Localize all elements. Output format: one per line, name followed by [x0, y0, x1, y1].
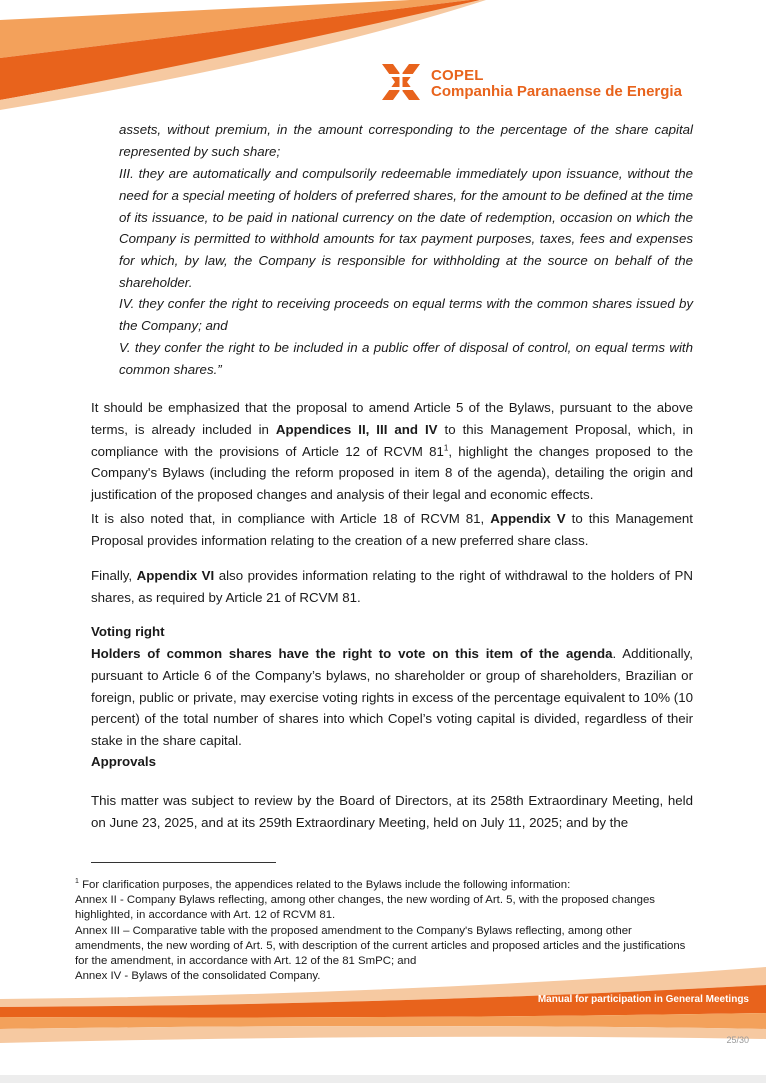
paragraph-approvals: This matter was subject to review by the Board of Directors, at its 258th Extraordinary Meeting, held on June 23, 2025, and at its 259th Extraordinary Meeting, held on July 11, 2025; and by the	[91, 793, 693, 830]
footnote-annex-iv: Annex IV - Bylaws of the consolidated Company.	[75, 970, 321, 983]
quote-paragraph-4: V. they confer the right to be included in a public offer of disposal of control, on equal terms with common shares.”	[119, 340, 693, 377]
company-logo	[380, 62, 690, 102]
appendices-emphasis: Appendices II, III and IV	[275, 421, 438, 437]
appendix-vi-emphasis: Appendix VI	[136, 568, 215, 583]
paragraph-article5-amendment: It should be emphasized that the proposal to amend Article 5 of the Bylaws, pursuant to the above terms, is already included in Appendices II, III and IV to this Management Proposal, which, in compliance with the provisions of Article 12 of RCVM $81^1$, highlight the changes proposed to the Company's Bylaws (including the reform proposed in item 8 of the agenda), detailing the origin and justification of the proposed changes and analysis of their legal and economic effects.	[91, 400, 693, 503]
quote-paragraph-2: III. they are automatically and compulsorily redeemable immediately upon issuance, without the need for a special meeting of holders of preferred shares, for the amount to be defined at the time of its issuance, to be paid in national currency on the date of redemption, occasion on which the Company is permitted to withhold amounts for tax payment purposes, taxes, fees and expenses for which, by law, the Company is responsible for withholding at the source on behalf of the shareholder.	[119, 166, 693, 290]
voting-right-heading: Voting right	[91, 624, 165, 639]
footnote-annex-ii: Annex II - Company Bylaws reflecting, among other changes, the new wording of Art. 5, with the proposed changes highlighted, in accordance with Art. 12 of RCVM 81.	[75, 894, 655, 922]
logo-company-short: COPEL	[431, 67, 484, 84]
quote-paragraph-1: assets, without premium, in the amount corresponding to the percentage of the share capital represented by such share;	[119, 122, 693, 159]
footnote: $^1$ For clarification purposes, the appendices related to the Bylaws include the following information: Annex II - Company Bylaws reflecting, among other changes, the new wording of Art. 5, with the proposed changes highlighted, in accordance with Art. 12 of RCVM 81. Annex III – Comparative table with the proposed amendment to the Company's Bylaws reflecting, among other amendments, the new wording of Art. 5, with description of the current articles and proposed articles and the justifications for the amendment, in accordance with Art. 12 of the 81 SmPC; and Annex IV - Bylaws of the consolidated Company.	[75, 878, 695, 984]
quote-paragraph-3: IV. they confer the right to receiving proceeds on equal terms with the common shares issued by the Company; and	[119, 296, 693, 333]
footnote-annex-iii: Annex III – Comparative table with the proposed amendment to the Company's Bylaws reflecting, among other amendments, the new wording of Art. 5, with description of the current articles and proposed articles and the justifications for the amendment, in accordance with Art. 12 of the 81 SmPC; and	[75, 924, 686, 968]
footnote-reference[interactable]: 1	[443, 443, 449, 453]
page-number: 25/30	[726, 1035, 749, 1045]
footer-manual-label: Manual for participation in General Meetings	[537, 994, 749, 1005]
voting-emphasis: Holders of common shares have the right to vote on this item of the agenda	[91, 646, 613, 661]
footer-decoration	[0, 955, 766, 1083]
footnote-separator	[91, 862, 276, 863]
paragraph-voting-right: Holders of common shares have the right to vote on this item of the agenda. Additionally, pursuant to Article 6 of the Company’s bylaws, no shareholder or group of shareholders, Brazilian or foreign, public or private, may exercise voting rights in excess of the percentage equivalent to 10% (10 percent) of the total number of shares into which Copel’s voting capital is divided, regardless of their stake in the share capital.	[91, 646, 693, 749]
copel-logo-icon	[380, 62, 422, 102]
approvals-heading: Approvals	[91, 754, 157, 769]
footnote-marker: 1	[75, 878, 79, 886]
paragraph-appendix-v: It is also noted that, in compliance with Article 18 of RCVM 81, Appendix V to this Management Proposal provides information relating to the creation of a new preferred share class.	[91, 511, 694, 548]
appendix-v-emphasis: Appendix V	[490, 511, 566, 526]
paragraph-appendix-vi: Finally, Appendix VI also provides information relating to the right of withdrawal to the holders of PN shares, as required by Article 21 of RCVM 81.	[91, 568, 693, 605]
logo-company-full: Companhia Paranaense de Energia	[431, 83, 682, 100]
